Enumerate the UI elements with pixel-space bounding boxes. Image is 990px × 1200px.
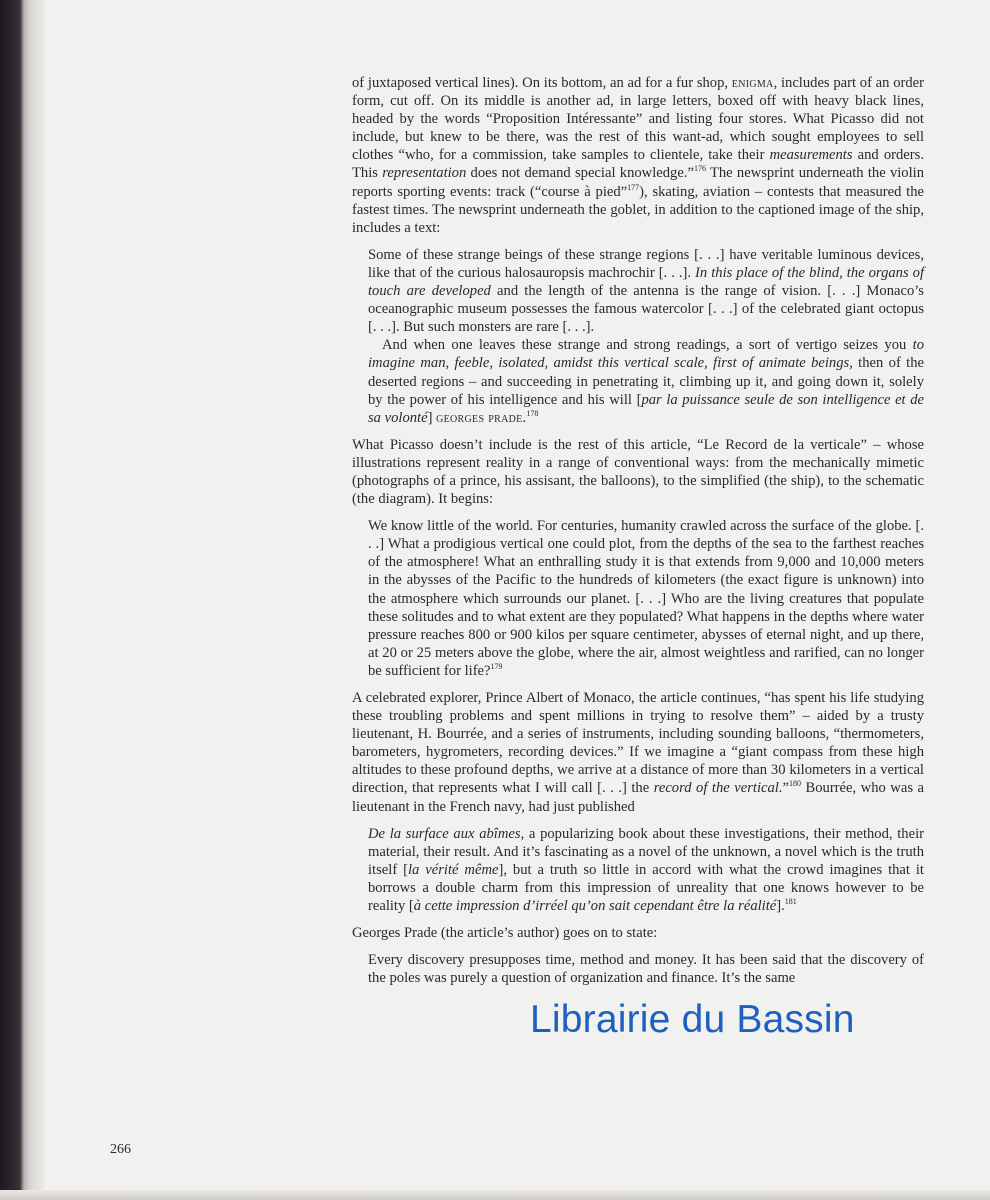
block-quote-know-little <box>368 517 924 680</box>
block-quote-strange-beings <box>368 246 924 427</box>
text: ), skating, aviation – contests that measured the fastest times. The newsprint underneath the goblet, in addition to the captioned image of the ship, includes a text: <box>352 183 924 236</box>
quote-paragraph <box>368 951 924 987</box>
block-quote-every-discovery <box>368 951 924 987</box>
quote-paragraph <box>368 246 924 336</box>
small-caps-text: georges prade. <box>436 409 527 426</box>
italic-text: la vérité même <box>407 861 499 878</box>
text: Bourrée, who was a lieutenant in the French navy, had just published <box>352 780 925 815</box>
text: ]. <box>776 898 785 915</box>
italic-text: to imagine man, feeble, isolated, amidst this vertical scale, first of animate beings <box>368 337 924 372</box>
italic-text: In this place of the blind, the organs of touch are developed <box>368 264 924 300</box>
footnote-ref: 177 <box>627 182 640 192</box>
text: A celebrated explorer, Prince Albert of Monaco, the article continues, “has spent his life studying these troubling problems and spent millions in trying to resolve them” – aided by a trusty lieutenant, H. Bourrée, and a series of instruments, including sounding balloons, “thermometers, barometers, hygrometers, recording devices.” If we imagine a “giant compass from these high altitudes to these profound depths, we arrive at a distance of more than 30 kilometers in a vertical direction, that represents what I will call [. . .] the <box>352 690 924 797</box>
text: does not demand special knowledge.” <box>466 165 694 182</box>
italic-text: De la surface aux abîmes <box>368 825 521 842</box>
paragraph-fur-shop <box>352 74 924 237</box>
text: , includes part of an order form, cut off. On its middle is another ad, in large letters, boxed off with heavy black lines, headed by the words “Proposition Intéressante” and listing four stores. What Picasso did not include, but knew to be there, was the rest of this want-ad, which sought employees to sell clothes “who, for a commission, take samples to clientele, take their <box>352 75 924 164</box>
paragraph-prince-albert <box>352 689 924 816</box>
page-bottom-edge <box>0 1190 990 1200</box>
footnote-ref: 178 <box>526 408 539 418</box>
text: and orders. This <box>352 147 924 182</box>
italic-text: measurements <box>769 147 853 164</box>
text: The newsprint underneath the violin reports sporting events: track (“course à pied” <box>352 165 925 200</box>
text: ] <box>427 409 437 426</box>
watermark-text: Librairie du Bassin <box>530 998 855 1041</box>
book-spine <box>0 0 44 1200</box>
quote-paragraph <box>368 336 924 426</box>
text: We know little of the world. For centuries, humanity crawled across the surface of the globe. [. . .] What a prodigious vertical one could plot, from the depths of the sea to the farthest reaches of the atmosphere! What an enthralling study it is that extends from 9,000 and 10,000 meters in the abysses of the Pacific to the hundreds of kilometers (the exact figure is unknown) into the atmosphere which surrounds our planet. [. . .] Who are the living creatures that populate these solitudes and to what extent are they populated? What happens in the depths where water pressure reaches 800 or 900 kilos per square centimeter, abysses of eternal night, and up there, at 20 or 25 meters above the globe, where the air, almost weightless and rarified, can no longer be sufficient for life? <box>368 518 924 679</box>
paragraph-record-verticale <box>352 436 924 508</box>
italic-text: representation <box>382 165 467 182</box>
text: , then of the deserted regions – and succeeding in penetrating it, climbing up it, and going down it, solely by the power of his intelligence and his will [ <box>368 355 924 408</box>
footnote-ref: 176 <box>693 164 706 174</box>
quote-paragraph <box>368 517 924 680</box>
block-quote-surface-abimes <box>368 825 924 915</box>
text: ], but a truth so little in accord with what the crowd imagines that it borrows a double charm from this impression of unreality that one knows however to be reality [ <box>368 861 924 915</box>
footnote-ref: 180 <box>788 779 801 789</box>
italic-text: à cette impression d’irréel qu’on sait cependant être la réalité <box>413 898 777 915</box>
text: Every discovery presupposes time, method and money. It has been said that the discovery of the poles was purely a question of organization and finance. It’s the same <box>368 952 924 987</box>
text: ” <box>782 780 789 797</box>
quote-paragraph <box>368 825 924 915</box>
text: And when one leaves these strange and strong readings, a sort of vertigo seizes you <box>382 337 913 354</box>
text: Georges Prade (the article’s author) goes on to state: <box>352 925 658 942</box>
footnote-ref: 181 <box>784 897 797 907</box>
text: of juxtaposed vertical lines). On its bottom, an ad for a fur shop, <box>352 75 732 91</box>
paragraph-georges-prade <box>352 924 924 942</box>
small-caps-text: enigma <box>731 75 774 91</box>
text: and the length of the antenna is the range of vision. [. . .] Monaco’s oceanographic museum possesses the famous watercolor [. . .] of the celebrated giant octopus [. . .]. But such monsters are rare [. . .]. <box>368 283 924 336</box>
footnote-ref: 179 <box>490 662 503 672</box>
page-number: 266 <box>110 1142 131 1157</box>
text: Some of these strange beings of these strange regions [. . .] have veritable luminous devices, like that of the curious halosauropsis machrochir [. . .]. <box>368 246 924 281</box>
text: , a popularizing book about these investigations, their method, their material, their result. And it’s fascinating as a novel of the unknown, a novel which is the truth itself [ <box>368 825 924 878</box>
italic-text: record of the vertical. <box>653 780 783 797</box>
text: What Picasso doesn’t include is the rest of this article, “Le Record de la verticale” – whose illustrations represent reality in a range of conventional ways: from the mechanically mimetic (photographs of a prince, his assisant, the balloons), to the simplified (the ship), to the schematic (the diagram). It begins: <box>352 436 924 508</box>
page-body <box>352 74 924 996</box>
italic-text: par la puissance seule de son intelligence et de sa volonté <box>368 391 925 426</box>
